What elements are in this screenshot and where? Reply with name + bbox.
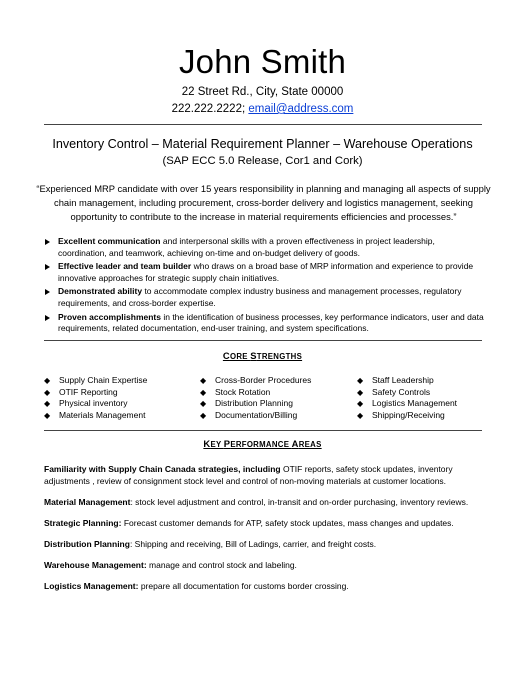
- kpa-heading: [0, 438, 525, 449]
- list-item: [44, 398, 194, 410]
- strengths-column-2: [200, 375, 350, 421]
- heading-cap: C: [222, 350, 230, 361]
- strength-label: Shipping/Receiving: [372, 409, 445, 420]
- list-item: [357, 410, 487, 422]
- email-link[interactable]: email@address.com: [248, 103, 354, 115]
- kpa-text: : Shipping and receiving, Bill of Ladings, carrier, and freight costs.: [129, 539, 377, 549]
- heading-smallcap: ERFORMANCE: [230, 440, 292, 449]
- headline-title: Inventory Control – Material Requirement Planner – Warehouse Operations: [52, 137, 473, 151]
- list-item: [357, 375, 487, 387]
- highlight-text: and interpersonal skills with a proven effectiveness in project leadership, coordination, and teamwork, achieving on-time and on-budget delivery of goods.: [58, 236, 435, 258]
- diamond-bullet-icon: ◆: [357, 376, 364, 385]
- strengths-column-1: [44, 375, 194, 421]
- list-item: [44, 312, 484, 335]
- diamond-bullet-icon: ◆: [200, 410, 207, 420]
- address-line: 22 Street Rd., City, State 00000: [181, 86, 344, 98]
- kpa-text: : stock level adjustment and control, in-transit and on-order purchasing, inventory reviews.: [130, 497, 469, 507]
- kpa-lead: Logistics Management:: [44, 581, 139, 591]
- heading-smallcap: ORE: [229, 352, 251, 361]
- kpa-item: [44, 581, 489, 593]
- kpa-item: [44, 518, 489, 530]
- diamond-bullet-icon: ◆: [200, 399, 207, 409]
- strength-label: OTIF Reporting: [59, 386, 118, 397]
- highlight-lead: Effective leader and team builder: [58, 261, 192, 272]
- heading-smallcap: TRENGTHS: [256, 352, 303, 361]
- kpa-item: [44, 497, 489, 509]
- diamond-bullet-icon: ◆: [357, 387, 364, 397]
- list-item: [44, 410, 194, 422]
- diamond-bullet-icon: ◆: [44, 376, 51, 385]
- heading-smallcap: REAS: [298, 440, 322, 449]
- diamond-bullet-icon: ◆: [200, 387, 207, 397]
- triangle-bullet-icon: [45, 239, 50, 245]
- kpa-item: [44, 464, 489, 488]
- list-item: [200, 375, 350, 387]
- section-divider: [44, 340, 482, 341]
- heading-cap: K: [203, 438, 211, 449]
- strength-label: Distribution Planning: [215, 398, 293, 409]
- core-strengths-heading: [0, 350, 525, 361]
- kpa-text: manage and control stock and labeling.: [146, 560, 297, 570]
- list-item: [200, 387, 350, 399]
- summary-statement: “Experienced MRP candidate with over 15 years responsibility in planning and managing all aspects of supply chain management, including procurement, cross-border delivery and logistics management, seeking opportunity to contribute to the increase in material requirements efficiencies and processes.”: [36, 183, 491, 223]
- list-item: [44, 261, 484, 284]
- diamond-bullet-icon: ◆: [200, 376, 207, 385]
- kpa-lead: Familiarity with Supply Chain Canada strategies, including: [44, 464, 283, 474]
- phone-number: 222.222.2222;: [171, 103, 246, 115]
- diamond-bullet-icon: ◆: [357, 399, 364, 409]
- highlight-lead: Excellent communication: [58, 236, 161, 246]
- kpa-lead: Distribution Planning: [44, 539, 130, 549]
- kpa-lead: Warehouse Management:: [44, 560, 147, 570]
- kpa-text: prepare all documentation for customs border crossing.: [138, 581, 349, 591]
- triangle-bullet-icon: [45, 315, 50, 321]
- strength-label: Cross-Border Procedures: [215, 375, 312, 385]
- highlight-text: to accommodate complex industry business and management processes, regulatory requirements, and cross-border expertise.: [58, 286, 462, 308]
- heading-smallcap: EY: [210, 440, 224, 449]
- kpa-item: [44, 539, 489, 551]
- list-item: [200, 398, 350, 410]
- list-item: [44, 387, 194, 399]
- triangle-bullet-icon: [45, 264, 50, 270]
- list-item: [200, 410, 350, 422]
- list-item: [44, 375, 194, 387]
- strengths-column-3: [357, 375, 487, 421]
- highlight-lead: Demonstrated ability: [58, 286, 143, 297]
- strength-label: Logistics Management: [372, 398, 458, 409]
- kpa-lead: Material Management: [44, 497, 131, 507]
- kpa-item: [44, 560, 489, 572]
- heading-cap: S: [250, 350, 257, 361]
- triangle-bullet-icon: [45, 289, 50, 295]
- list-item: [357, 398, 487, 410]
- heading-cap: P: [223, 438, 231, 449]
- kpa-text: Forecast customer demands for ATP, safety stock updates, mass changes and updates.: [121, 518, 454, 528]
- list-item: [44, 236, 484, 259]
- header-divider: [44, 124, 482, 125]
- strength-label: Safety Controls: [372, 386, 431, 397]
- highlight-text: who draws on a broad base of MRP information and experience to provide innovative approaches for strategic supply chain initiatives.: [58, 261, 474, 283]
- strength-label: Documentation/Billing: [215, 409, 298, 420]
- candidate-name: John Smith: [178, 43, 347, 80]
- strength-label: Materials Management: [59, 409, 146, 420]
- highlight-lead: Proven accomplishments: [58, 311, 161, 322]
- strength-label: Supply Chain Expertise: [59, 375, 148, 385]
- strength-label: Stock Rotation: [215, 386, 271, 397]
- headline-subtitle: (SAP ECC 5.0 Release, Cor1 and Cork): [162, 155, 363, 167]
- list-item: [44, 286, 484, 309]
- highlights-list: [44, 236, 484, 337]
- strength-label: Staff Leadership: [372, 375, 434, 385]
- list-item: [357, 387, 487, 399]
- diamond-bullet-icon: ◆: [44, 399, 51, 409]
- strength-label: Physical inventory: [59, 398, 128, 409]
- kpa-text: OTIF reports, safety stock updates, inventory adjustments , review of consignment stock level and control of non-moving materials at customer locations.: [44, 464, 453, 486]
- section-divider: [44, 430, 482, 431]
- diamond-bullet-icon: ◆: [44, 387, 51, 397]
- heading-cap: A: [291, 438, 299, 449]
- diamond-bullet-icon: ◆: [44, 410, 51, 420]
- diamond-bullet-icon: ◆: [357, 410, 364, 420]
- phone-email-line: [0, 101, 525, 117]
- kpa-lead: Strategic Planning:: [44, 518, 122, 528]
- highlight-text: in the identification of business processes, key performance indicators, user and data requirements, related documentation, end-user training, and system specifications.: [58, 311, 484, 334]
